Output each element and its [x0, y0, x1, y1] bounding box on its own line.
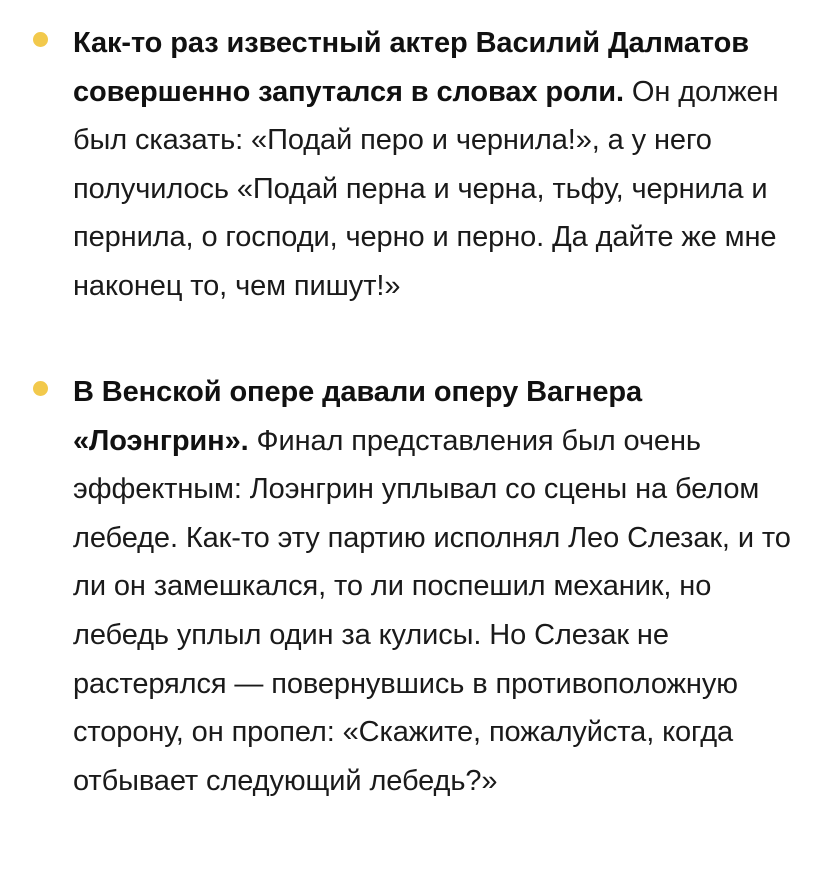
anecdote-text — [73, 368, 808, 805]
bullet-dot-icon — [33, 381, 48, 396]
anecdote-lead: Как-то раз известный актер Василий Далматов совершенно запутался в словах роли. — [73, 27, 749, 108]
anecdote-text — [73, 19, 808, 311]
anecdote-lead: В Венской опере давали оперу Вагнера «Лоэнгрин». — [73, 376, 643, 457]
anecdote-body: Финал представления был очень эффектным: Лоэнгрин уплывал со сцены на белом лебеде. Как-то эту партию исполнял Лео Слезак, и то ли он замешкался, то ли поспешил механик, но лебедь уплыл один за кулисы. Но Слезак не растерялся — повернувшись в противоположную сторону, он пропел: «Скажите, пожалуйста, когда отбывает следующий лебедь?» — [73, 424, 791, 797]
bullet-dot-icon — [33, 32, 48, 47]
anecdote-body: Он должен был сказать: «Подай перо и чернила!», а у него получилось «Подай перна и черна, тьфу, чернила и пернила, о господи, черно и перно. Да дайте же мне наконец то, чем пишут!» — [73, 75, 779, 302]
